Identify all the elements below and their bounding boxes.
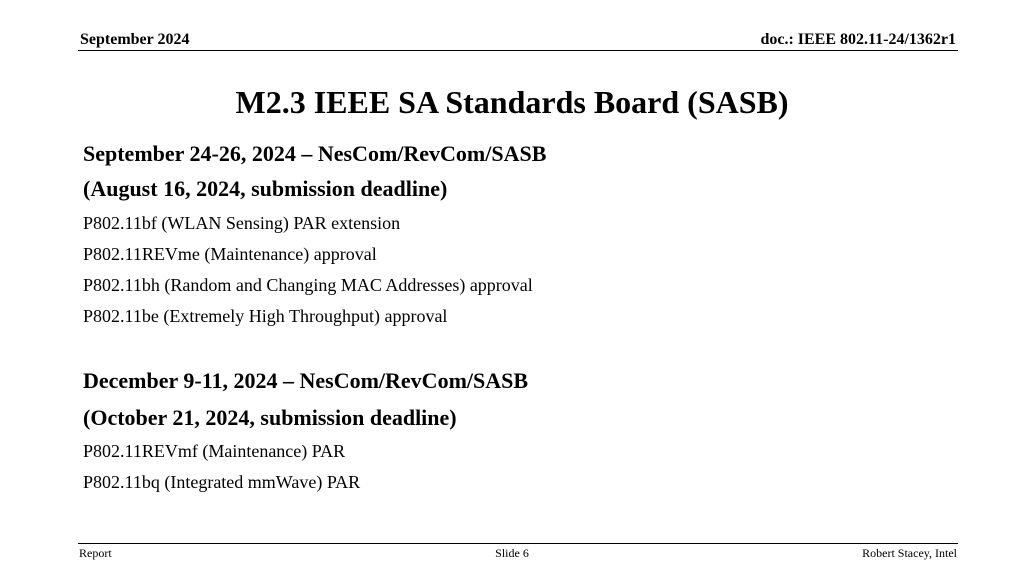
slide-number: Slide 6 [495, 546, 529, 560]
section-2-item: P802.11bq (Integrated mmWave) PAR [83, 472, 361, 492]
section-1-item: P802.11bf (WLAN Sensing) PAR extension [83, 213, 401, 233]
section-2-deadline: (October 21, 2024, submission deadline) [83, 405, 457, 430]
section-2-item: P802.11REVmf (Maintenance) PAR [83, 441, 346, 461]
footer-divider [78, 543, 958, 544]
section-1-item: P802.11bh (Random and Changing MAC Addresses) approval [83, 275, 533, 295]
section-1-item: P802.11REVme (Maintenance) approval [83, 244, 377, 264]
footer-author: Robert Stacey, Intel [862, 546, 957, 560]
footer-label: Report [79, 546, 112, 560]
section-1-heading: September 24-26, 2024 – NesCom/RevCom/SASB [83, 141, 547, 166]
slide-title: M2.3 IEEE SA Standards Board (SASB) [235, 84, 789, 120]
header-divider [78, 50, 958, 51]
header-doc-id: doc.: IEEE 802.11-24/1362r1 [760, 31, 956, 48]
section-1-item: P802.11be (Extremely High Throughput) approval [83, 306, 448, 326]
header-date: September 2024 [80, 31, 190, 48]
section-2-heading: December 9-11, 2024 – NesCom/RevCom/SASB [83, 368, 529, 393]
section-1-deadline: (August 16, 2024, submission deadline) [83, 176, 448, 201]
